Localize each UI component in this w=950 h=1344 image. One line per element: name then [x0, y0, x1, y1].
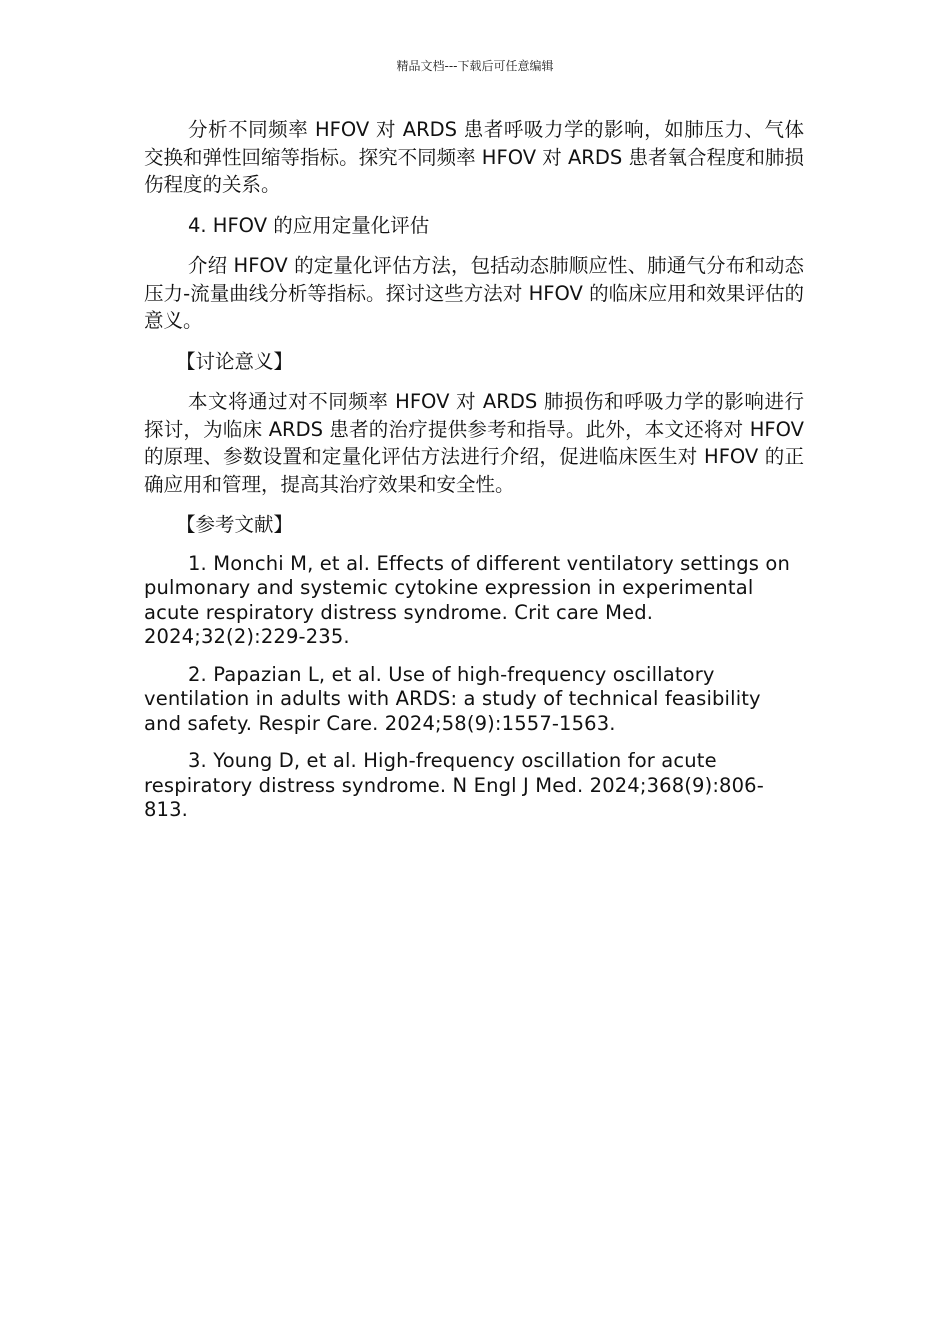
reference-item: 2. Papazian L, et al. Use of high-frequency oscillatory ventilation in adults with ARDS: a study of technical feasibility and safety. Respir Care. 2024;58(9):1557-1563. [144, 662, 761, 735]
document-body [144, 116, 804, 836]
section-heading-quantitative-evaluation: 4. HFOV 的应用定量化评估 [188, 213, 430, 237]
paragraph-respiratory-mechanics: 分析不同频率 HFOV 对 ARDS 患者呼吸力学的影响，如肺压力、气体交换和弹性回缩等指标。探究不同频率 HFOV 对 ARDS 患者氧合程度和肺损伤程度的关系。 [144, 118, 804, 196]
paragraph-quantitative-methods: 介绍 HFOV 的定量化评估方法，包括动态肺顺应性、肺通气分布和动态压力-流量曲线分析等指标。探讨这些方法对 HFOV 的临床应用和效果评估的意义。 [144, 254, 804, 332]
reference-item: 1. Monchi M, et al. Effects of different ventilatory settings on pulmonary and systemic cytokine expression in experimental acute respiratory distress syndrome. Crit care Med. 2024;32(2):229-235. [144, 551, 791, 648]
section-heading-discussion: 【讨论意义】 [176, 349, 294, 373]
reference-item: 3. Young D, et al. High-frequency oscillation for acute respiratory distress syndrome. N Engl J Med. 2024;368(9):806-813. [144, 749, 764, 821]
page-header: 精品文档---下载后可任意编辑 [396, 59, 554, 73]
paragraph-discussion: 本文将通过对不同频率 HFOV 对 ARDS 肺损伤和呼吸力学的影响进行探讨，为临床 ARDS 患者的治疗提供参考和指导。此外，本文还将对 HFOV 的原理、参数设置和定量化评估方法进行介绍，促进临床医生对 HFOV 的正确应用和管理，提高其治疗效果和安全性。 [144, 390, 804, 496]
section-heading-references: 【参考文献】 [176, 513, 294, 536]
